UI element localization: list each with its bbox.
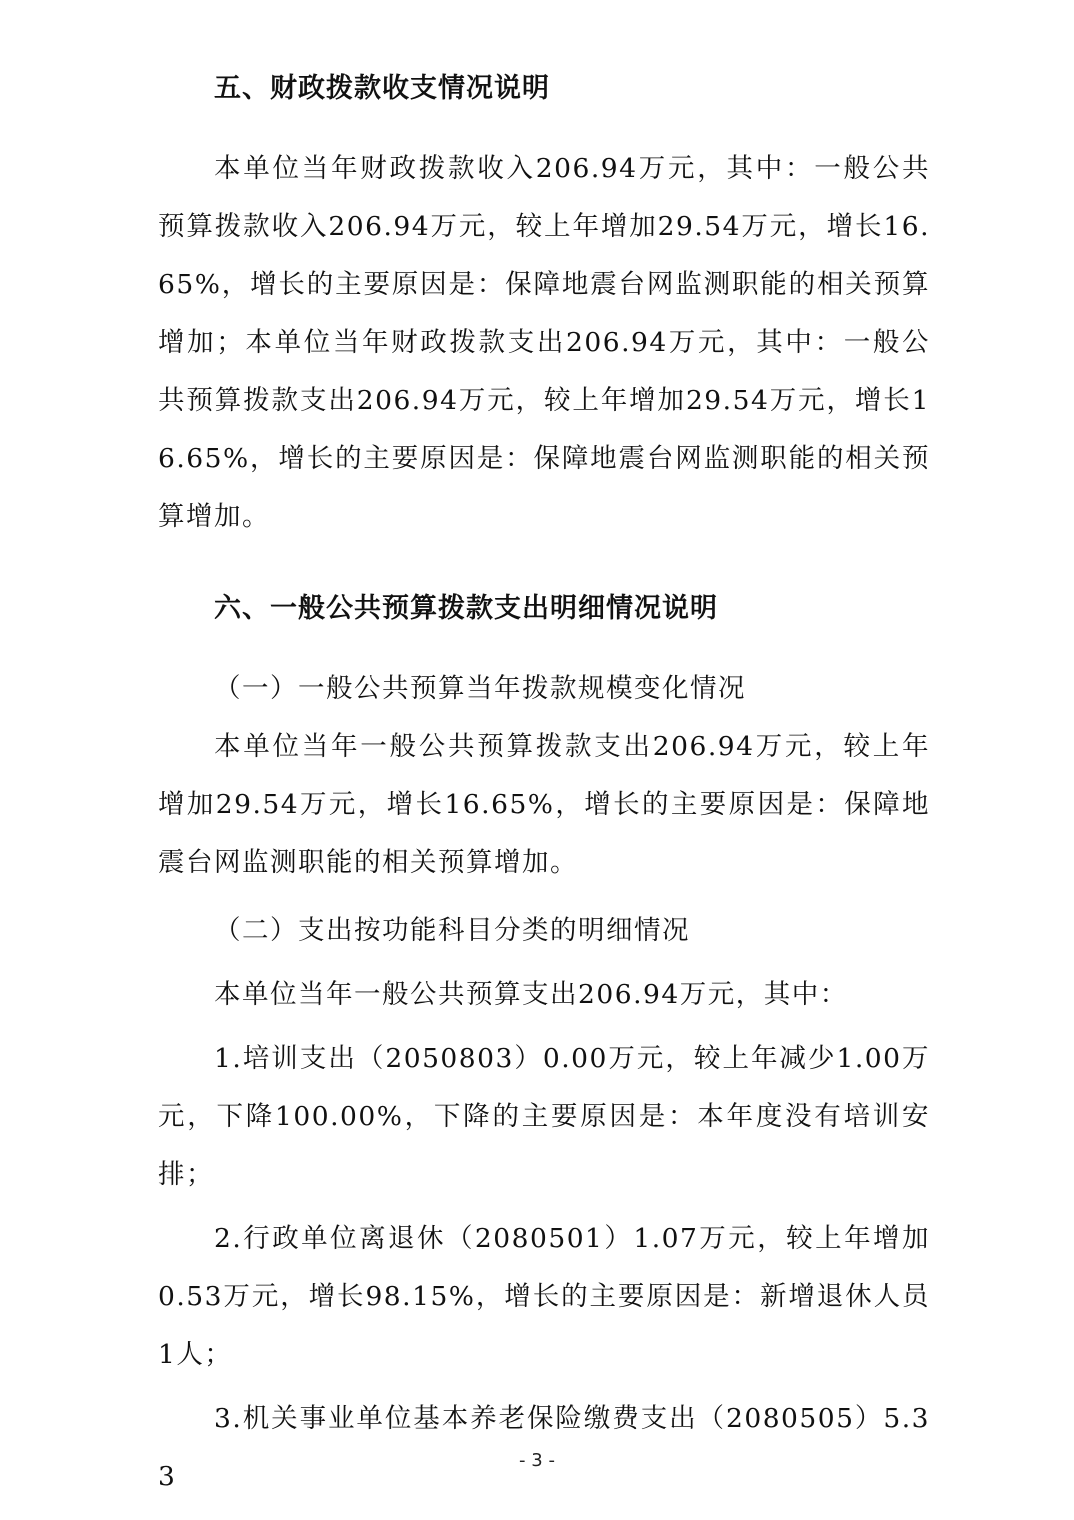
list-item: 1.培训支出（2050803）0.00万元，较上年减少1.00万元，下降100.00%，下降的主要原因是：本年度没有培训安排； [158, 1043, 930, 1190]
subsection-2-title: （二）支出按功能科目分类的明细情况 [214, 915, 690, 946]
list-item: 2.行政单位离退休（2080501）1.07万元，较上年增加0.53万元，增长98.15%，增长的主要原因是：新增退休人员1人； [158, 1223, 930, 1370]
subsection-1-paragraph: 本单位当年一般公共预算拨款支出206.94万元，较上年增加29.54万元，增长16.65%，增长的主要原因是：保障地震台网监测职能的相关预算增加。 [158, 731, 930, 878]
section-5-heading: 五、财政拨款收支情况说明 [214, 73, 550, 104]
subsection-2-intro: 本单位当年一般公共预算支出206.94万元，其中： [214, 979, 848, 1010]
list-item: 3.机关事业单位基本养老保险缴费支出（2080505）5.33 [158, 1403, 930, 1492]
subsection-1-title: （一）一般公共预算当年拨款规模变化情况 [214, 673, 746, 704]
page-number: - 3 - [519, 1450, 555, 1471]
section-6-heading: 六、一般公共预算拨款支出明细情况说明 [214, 593, 718, 624]
section-5-paragraph: 本单位当年财政拨款收入206.94万元，其中：一般公共预算拨款收入206.94万元，较上年增加29.54万元，增长16.65%，增长的主要原因是：保障地震台网监测职能的相关预算增加；本单位当年财政拨款支出206.94万元，其中：一般公共预算拨款支出206.94万元，较上年增加29.54万元，增长16.65%，增长的主要原因是：保障地震台网监测职能的相关预算增加。 [158, 153, 930, 532]
document-body [158, 62, 930, 1506]
